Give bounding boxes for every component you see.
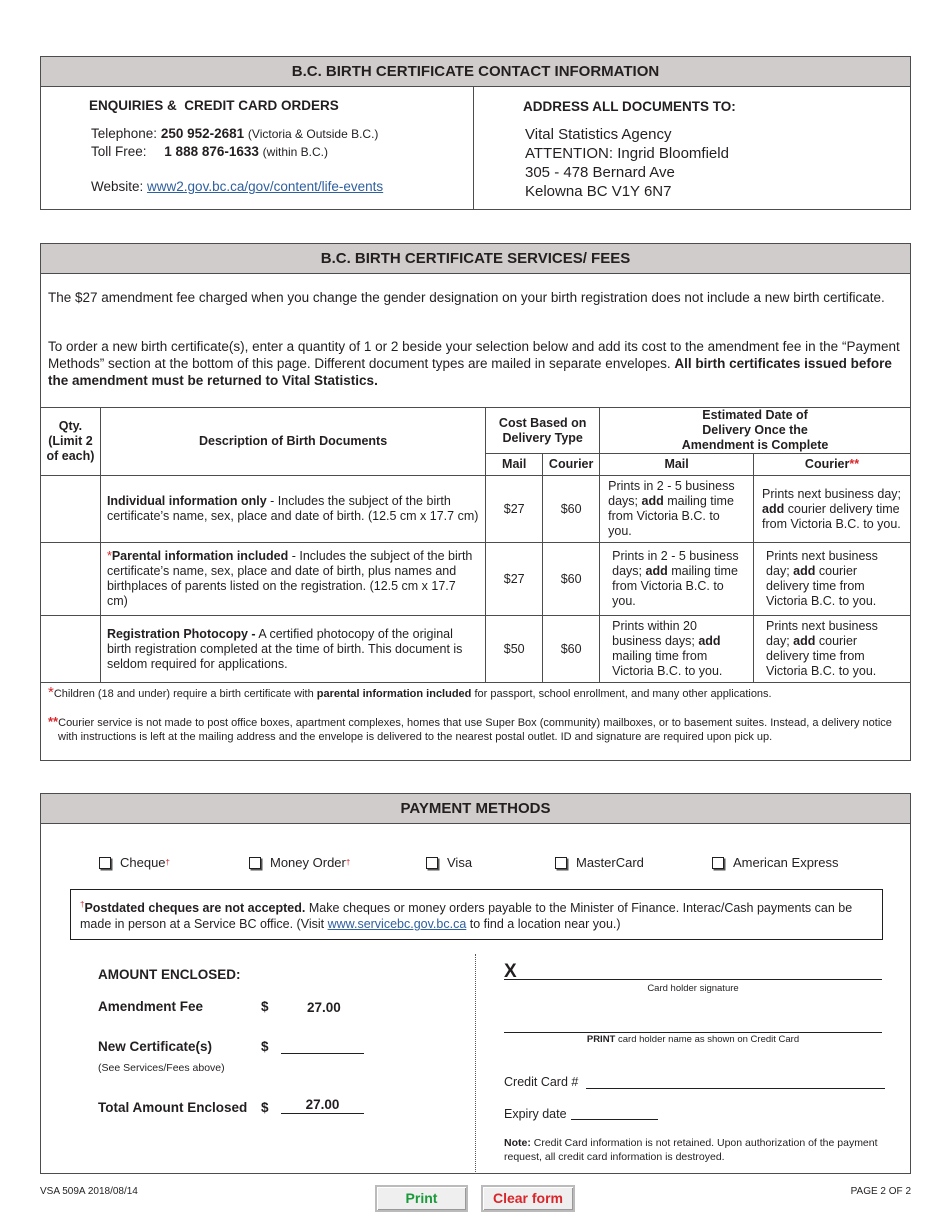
credit-card-field[interactable] bbox=[586, 1072, 885, 1089]
col-cost: Cost Based on Delivery Type bbox=[486, 408, 600, 454]
new-certificates-field[interactable] bbox=[281, 1037, 364, 1054]
qty-input[interactable] bbox=[41, 476, 101, 543]
tollfree-line: Toll Free: 1 888 876-1633 (within B.C.) bbox=[91, 144, 328, 159]
clear-form-button[interactable]: Clear form bbox=[481, 1185, 575, 1212]
fees-table bbox=[40, 407, 911, 683]
row-description: *Parental information included - Includes the subject of the birth certificate’s name, sex, place and date of birth, plus names and birthplaces of parents listed on the registration. (12.5 cm x 17.7 cm) bbox=[100, 543, 485, 616]
enquiries-heading: ENQUIRIES & CREDIT CARD ORDERS bbox=[89, 98, 339, 113]
total-label: Total Amount Enclosed bbox=[98, 1100, 248, 1115]
payment-title: PAYMENT METHODS bbox=[41, 794, 910, 824]
telephone-line: Telephone: 250 952-2681 (Victoria & Outside B.C.) bbox=[91, 126, 379, 141]
contact-section bbox=[40, 56, 911, 210]
address-line: ATTENTION: Ingrid Bloomfield bbox=[525, 145, 729, 162]
amendment-fee-value: 27.00 bbox=[307, 1000, 341, 1015]
website-link[interactable]: www2.gov.bc.ca/gov/content/life-events bbox=[147, 179, 384, 194]
address-line: Kelowna BC V1Y 6N7 bbox=[525, 183, 672, 200]
signature-label: Card holder signature bbox=[647, 983, 739, 994]
table-row bbox=[41, 476, 911, 543]
servicebc-link[interactable]: www.servicebc.gov.bc.ca bbox=[327, 917, 467, 932]
courier-delivery: Prints next business day; add courier delivery time from Victoria B.C. to you. bbox=[754, 616, 911, 683]
col-delivery-courier: Courier** bbox=[754, 454, 911, 476]
visa-checkbox[interactable]: Visa bbox=[426, 855, 472, 870]
money-order-checkbox[interactable]: Money Order † bbox=[249, 855, 350, 870]
services-title: B.C. BIRTH CERTIFICATE SERVICES/ FEES bbox=[41, 244, 910, 274]
form-code: VSA 509A 2018/08/14 bbox=[40, 1186, 138, 1197]
courier-cost: $60 bbox=[543, 543, 600, 616]
qty-input[interactable] bbox=[41, 616, 101, 683]
table-row bbox=[41, 616, 911, 683]
courier-cost: $60 bbox=[543, 476, 600, 543]
address-line: Vital Statistics Agency bbox=[525, 126, 672, 143]
mail-delivery: Prints in 2 - 5 business days; add mailing time from Victoria B.C. to you. bbox=[600, 543, 754, 616]
courier-delivery: Prints next business day; add courier delivery time from Victoria B.C. to you. bbox=[754, 476, 911, 543]
footnote-courier: **Courier service is not made to post office boxes, apartment complexes, homes that use Super Box (community) mailboxes, or to basement suites. Instead, a delivery notice with instructions is left at the mailing address and the envelope is delivered to the nearest postal outlet. ID and signature are required upon pick up. bbox=[48, 714, 892, 743]
mail-cost: $27 bbox=[486, 543, 543, 616]
expiry-field[interactable] bbox=[571, 1104, 658, 1120]
new-certificates-note: (See Services/Fees above) bbox=[98, 1062, 225, 1074]
currency-sign: $ bbox=[261, 1039, 269, 1054]
credit-card-note: Note: Credit Card information is not retained. Upon authorization of the payment request, all credit card information is destroyed. bbox=[504, 1137, 878, 1163]
address-heading: ADDRESS ALL DOCUMENTS TO: bbox=[523, 99, 736, 114]
mail-delivery: Prints within 20 business days; add mailing time from Victoria B.C. to you. bbox=[600, 616, 754, 683]
payment-section bbox=[40, 793, 911, 1174]
col-qty: Qty. (Limit 2 of each) bbox=[41, 408, 101, 476]
signature-field[interactable] bbox=[504, 963, 882, 980]
col-description: Description of Birth Documents bbox=[100, 408, 485, 476]
currency-sign: $ bbox=[261, 999, 269, 1014]
signature-x: X bbox=[504, 961, 517, 982]
cardholder-name-label: PRINT card holder name as shown on Credit Card bbox=[586, 1034, 800, 1045]
mastercard-checkbox[interactable]: MasterCard bbox=[555, 855, 644, 870]
page-number: PAGE 2 OF 2 bbox=[850, 1186, 911, 1197]
payment-note: †Postdated cheques are not accepted. Make cheques or money orders payable to the Minister of Finance. Interac/Cash payments can be made in person at a Service BC office. (Visit www.servicebc.gov.bc.ca to find a location near you.) bbox=[70, 889, 883, 940]
amount-heading: AMOUNT ENCLOSED: bbox=[98, 967, 241, 982]
footnote-parental: *Children (18 and under) require a birth certificate with parental information included for passport, school enrollment, and many other applications. bbox=[48, 684, 772, 701]
amendment-fee-label: Amendment Fee bbox=[98, 999, 204, 1014]
contact-title: B.C. BIRTH CERTIFICATE CONTACT INFORMATION bbox=[41, 57, 910, 87]
telephone-number: 250 952-2681 bbox=[160, 126, 245, 141]
print-button[interactable]: Print bbox=[375, 1185, 468, 1212]
services-section bbox=[40, 243, 911, 761]
col-cost-courier: Courier bbox=[543, 454, 600, 476]
currency-sign: $ bbox=[261, 1100, 269, 1115]
courier-cost: $60 bbox=[543, 616, 600, 683]
col-cost-mail: Mail bbox=[486, 454, 543, 476]
mail-cost: $50 bbox=[486, 616, 543, 683]
amex-checkbox[interactable]: American Express bbox=[712, 855, 838, 870]
address-block bbox=[525, 125, 729, 201]
address-line: 305 - 478 Bernard Ave bbox=[525, 164, 675, 181]
col-delivery-mail: Mail bbox=[600, 454, 754, 476]
mail-delivery: Prints in 2 - 5 business days; add mailing time from Victoria B.C. to you. bbox=[600, 476, 754, 543]
row-description: Registration Photocopy - A certified photocopy of the original birth registration completed at the time of birth. This document is seldom required for applications. bbox=[100, 616, 485, 683]
expiry-label: Expiry date bbox=[504, 1107, 567, 1121]
column-divider bbox=[475, 954, 476, 1174]
mail-cost: $27 bbox=[486, 476, 543, 543]
total-amount-field[interactable]: 27.00 bbox=[281, 1097, 364, 1114]
cardholder-name-field[interactable] bbox=[504, 1016, 882, 1033]
cheque-checkbox[interactable]: Cheque † bbox=[99, 855, 170, 870]
qty-input[interactable] bbox=[41, 543, 101, 616]
services-order-text: To order a new birth certificate(s), enter a quantity of 1 or 2 beside your selection below and add its cost to the amendment fee in the “Payment Methods” section at the bottom of this page. Different document types are mailed in separate envelopes. All birth certificates issued before the amendment must be returned to Vital Statistics. bbox=[48, 339, 900, 388]
tollfree-number: 1 888 876-1633 bbox=[164, 144, 259, 159]
website-line: Website: www2.gov.bc.ca/gov/content/life-events bbox=[91, 179, 384, 194]
table-row bbox=[41, 543, 911, 616]
services-intro: The $27 amendment fee charged when you change the gender designation on your birth registration does not include a new birth certificate. bbox=[48, 290, 885, 305]
credit-card-label: Credit Card # bbox=[504, 1075, 579, 1089]
col-delivery: Estimated Date of Delivery Once the Amendment is Complete bbox=[600, 408, 911, 454]
row-description: Individual information only - Includes the subject of the birth certificate’s name, sex, place and date of birth. (12.5 cm x 17.7 cm) bbox=[100, 476, 485, 543]
courier-delivery: Prints next business day; add courier delivery time from Victoria B.C. to you. bbox=[754, 543, 911, 616]
new-certificates-label: New Certificate(s) bbox=[98, 1039, 213, 1054]
